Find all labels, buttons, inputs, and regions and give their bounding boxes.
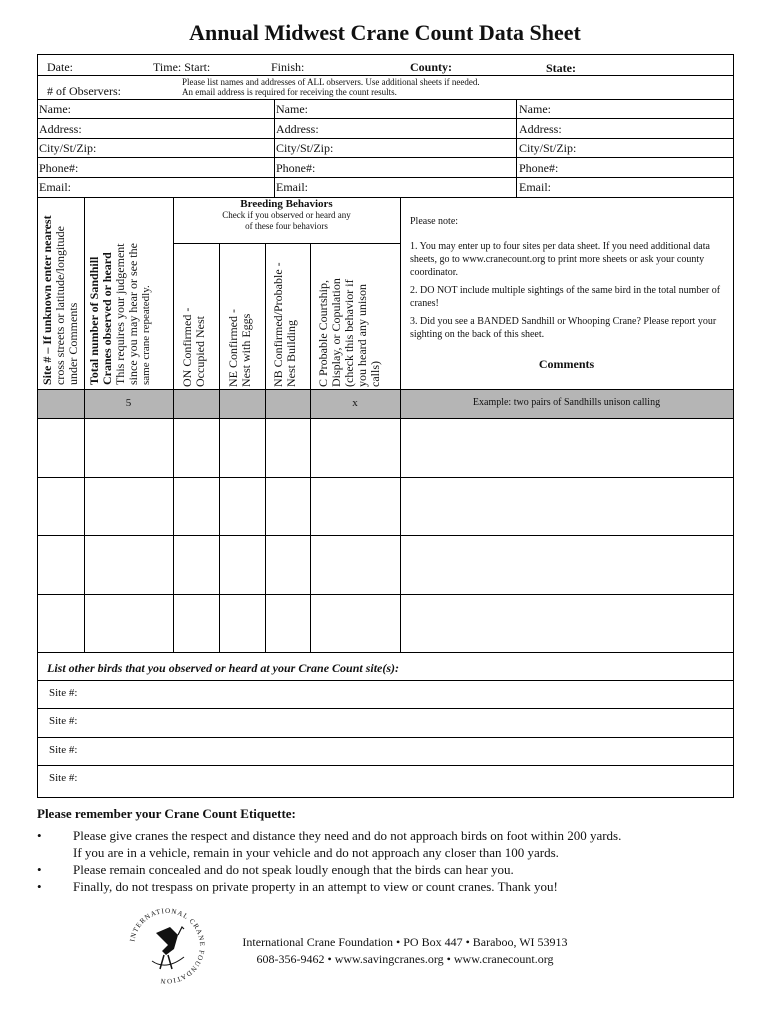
- example-total: 5: [125, 397, 132, 409]
- etiquette-item-1-line-1: Please give cranes the respect and distance they need and do not approach birds on foot within 200 yards.: [73, 828, 622, 843]
- other-birds-site-2[interactable]: Site #:: [49, 715, 78, 727]
- site-header-line-3: under Comments: [66, 302, 80, 385]
- observers-note-line-2: An email address is required for receiving the count results.: [182, 87, 397, 97]
- other-birds-site-3[interactable]: Site #:: [49, 744, 78, 756]
- time-start-label[interactable]: Time: Start:: [153, 60, 211, 74]
- etiquette-heading: Please remember your Crane Count Etiquette:: [37, 806, 296, 821]
- entry-row-divider: [38, 594, 733, 595]
- site-header-line-1: Site # – If unknown enter nearest: [40, 215, 54, 385]
- ne-header-line-1: NE Confirmed -: [226, 309, 240, 387]
- c-header-line-3: (check this behavior if: [342, 279, 356, 387]
- note-item-1: 1. You may enter up to four sites per data sheet. If you need additional data sheets, go to www.cranecount.org to print more sheets or ask your county coordinator.: [410, 241, 710, 278]
- total-header-line-5: same crane repeatedly.: [140, 285, 152, 385]
- observer-1-address[interactable]: Address:: [39, 122, 82, 136]
- observer-2-address[interactable]: Address:: [276, 122, 319, 136]
- observer-2-email[interactable]: Email:: [276, 180, 308, 194]
- footer-contact-line: 608-356-9462 • www.savingcranes.org • www.cranecount.org: [256, 952, 554, 966]
- on-header-line-2: Occupied Nest: [193, 316, 207, 387]
- other-birds-site-4[interactable]: Site #:: [49, 772, 78, 784]
- on-column-header: [181, 308, 207, 387]
- note-item-2: 2. DO NOT include multiple sightings of the same bird in the total number of cranes!: [410, 285, 721, 309]
- page-title: Annual Midwest Crane Count Data Sheet: [189, 20, 581, 45]
- observer-3-email[interactable]: Email:: [519, 180, 551, 194]
- c-column-header: [317, 278, 382, 387]
- observer-1-name[interactable]: Name:: [39, 102, 71, 116]
- observer-3-phone[interactable]: Phone#:: [519, 161, 559, 175]
- observers-note: [182, 77, 480, 97]
- etiquette-item-2: • Please remain concealed and do not speak loudly enough that the birds can hear you.: [37, 861, 737, 878]
- observers-note-line-1: Please list names and addresses of ALL observers. Use additional sheets if needed.: [182, 77, 480, 87]
- etiquette-item-3: • Finally, do not trespass on private property in an attempt to view or count cranes. Thank you!: [37, 878, 737, 895]
- ne-column-header: [227, 309, 253, 387]
- total-header-line-4: since you may hear or see the: [126, 243, 140, 385]
- example-c-mark: x: [352, 397, 358, 409]
- nb-header-line-1: NB Confirmed/Probable -: [271, 262, 285, 387]
- observer-1-phone[interactable]: Phone#:: [39, 161, 79, 175]
- finish-label[interactable]: Finish:: [271, 60, 305, 74]
- total-header-line-1: Total number of Sandhill: [87, 256, 101, 385]
- nb-column-header: [272, 262, 298, 387]
- breeding-sub-2: of these four behaviors: [245, 221, 328, 231]
- note-item-3: 3. Did you see a BANDED Sandhill or Whooping Crane? Please report your sighting on the back of this sheet.: [410, 316, 717, 340]
- total-header-line-3: This requires your judgement: [113, 243, 127, 385]
- site-column-header: [41, 215, 80, 385]
- total-header-line-2: Cranes observed or heard: [100, 252, 114, 385]
- data-sheet-frame: [37, 54, 734, 798]
- observer-2-phone[interactable]: Phone#:: [276, 161, 316, 175]
- etiquette-list: [37, 827, 737, 895]
- breeding-behaviors-header: [173, 198, 400, 232]
- example-comment: Example: two pairs of Sandhills unison calling: [472, 397, 661, 408]
- county-label[interactable]: County:: [410, 60, 453, 74]
- entry-row-divider: [38, 535, 733, 536]
- observer-1-email[interactable]: Email:: [39, 180, 71, 194]
- date-label[interactable]: Date:: [47, 60, 73, 74]
- c-header-line-1: C Probable Courtship,: [316, 280, 330, 387]
- state-label[interactable]: State:: [546, 61, 576, 75]
- logo-ring-text: INTERNATIONAL CRANE FOUNDATION: [128, 906, 207, 986]
- observer-3-address[interactable]: Address:: [519, 122, 562, 136]
- observers-label[interactable]: # of Observers:: [47, 84, 121, 98]
- observer-2-city[interactable]: City/St/Zip:: [276, 141, 334, 155]
- breeding-sub-1: Check if you observed or heard any: [222, 210, 351, 220]
- observer-3-city[interactable]: City/St/Zip:: [519, 141, 577, 155]
- notes-heading: Please note:: [410, 216, 459, 227]
- on-header-line-1: ON Confirmed -: [180, 307, 194, 387]
- nb-header-line-2: Nest Building: [284, 319, 298, 387]
- breeding-title: Breeding Behaviors: [240, 198, 333, 210]
- site-header-line-2: cross streets or latitude/longitude: [53, 226, 67, 385]
- observer-3-name[interactable]: Name:: [519, 102, 551, 116]
- notes-panel: [410, 215, 722, 341]
- other-birds-heading: List other birds that you observed or heard at your Crane Count site(s):: [47, 661, 400, 675]
- observer-2-name[interactable]: Name:: [276, 102, 308, 116]
- comments-label: Comments: [538, 357, 595, 371]
- observer-1-city[interactable]: City/St/Zip:: [39, 141, 97, 155]
- c-header-line-2: Display, or Copulation: [329, 278, 343, 387]
- ne-header-line-2: Nest with Eggs: [239, 313, 253, 387]
- c-header-line-5: calls): [368, 361, 382, 387]
- etiquette-item-1-line-2: If you are in a vehicle, remain in your vehicle and do not approach any closer than 100 yards.: [73, 845, 559, 860]
- footer-org-line: International Crane Foundation • PO Box 447 • Baraboo, WI 53913: [242, 935, 568, 949]
- etiquette-item-1: [37, 827, 737, 861]
- entry-row-divider: [38, 477, 733, 478]
- c-header-line-4: you heard any unison: [355, 284, 369, 387]
- total-column-header: [88, 243, 153, 385]
- other-birds-site-1[interactable]: Site #:: [49, 687, 78, 699]
